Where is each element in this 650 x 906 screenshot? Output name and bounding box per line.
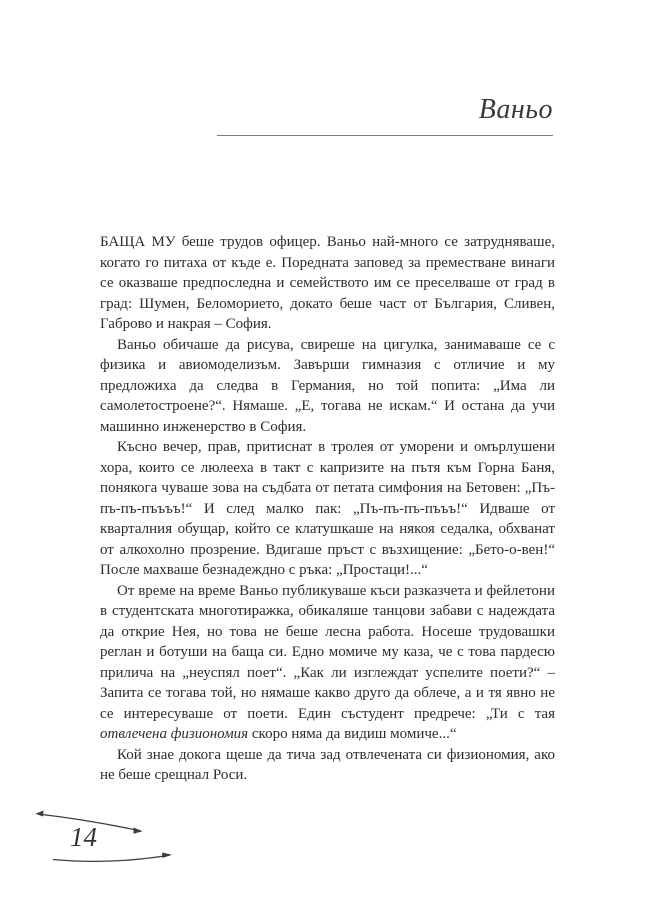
chapter-title: Ваньо — [478, 94, 553, 125]
paragraph — [100, 437, 555, 581]
footer-flourishes — [28, 803, 188, 869]
paragraph — [100, 581, 555, 745]
body-text — [100, 232, 555, 786]
text-run: скоро няма да видиш момиче...“ — [248, 726, 457, 742]
paragraph — [100, 335, 555, 438]
text-run: От време на време Ваньо публикуваше къси разказчета и фейлетони в студентската многотиражка, обикаляше танцови забави с надеждата да открие Нея, но това не беше лесна работа. Носеше трудовашки реглан и ботуши на баща си. Едно момиче му каза, че с това пардесю прилича на „неуспял поет“. „Как ли изглеждат успелите поети?“ – Запита се тогава той, но нямаше какво друго да облече, а и тя явно не се интересуваше от поети. Един състудент предрече: „Ти с тая — [100, 582, 555, 722]
chapter-rule — [217, 135, 553, 136]
text-run: БАЩА МУ беше трудов офицер. Ваньо най-много се затрудняваше, когато го питаха от къде е. Поредната заповед за преместване винаги се оказваше предпоследна и семейството им се преселваше от град в град: Шумен, Беломорието, докато беше част от България, Сливен, Габрово и накрая – София. — [100, 234, 555, 332]
paragraph — [100, 232, 555, 335]
flourish-bottom-stroke — [53, 853, 172, 862]
text-run: Късно вечер, прав, притиснат в тролея от уморени и омърлушени хора, които се люлееха в такт с капризите на пътя към Горна Баня, понякога чуваше зова на съдбата от петата симфония на Бетовен: „Пъ-пъ-пъ-пъъъъ!“ И след малко пак: „Пъ-пъ-пъ-пъъъ!“ Идваше от кварталния обущар, който се клатушкаше на някоя седалка, обхванат от алкохолно прозрение. Вдигаше пръст с възхищение: „Бето-о-вен!“ После махваше безнадеждно с ръка: „Простаци!...“ — [100, 439, 555, 578]
text-run: Кой знае докога щеше да тича зад отвлечената си физиономия, ако не беше срещнал Роси. — [100, 746, 555, 783]
text-run: Ваньо обичаше да рисува, свиреше на цигулка, занимаваше се с физика и авиомоделизъм. Завърши гимназия с отличие и му предложиха да следва в Германия, но той попита: „Има ли самолетостроене?“. Нямаше. „Е, тогава не искам.“ И остана да учи машинно инженерство в София. — [100, 336, 555, 435]
page-number: 14 — [70, 822, 97, 852]
italic-text-run: отвлечена физиономия — [100, 726, 249, 742]
paragraph — [100, 745, 555, 786]
